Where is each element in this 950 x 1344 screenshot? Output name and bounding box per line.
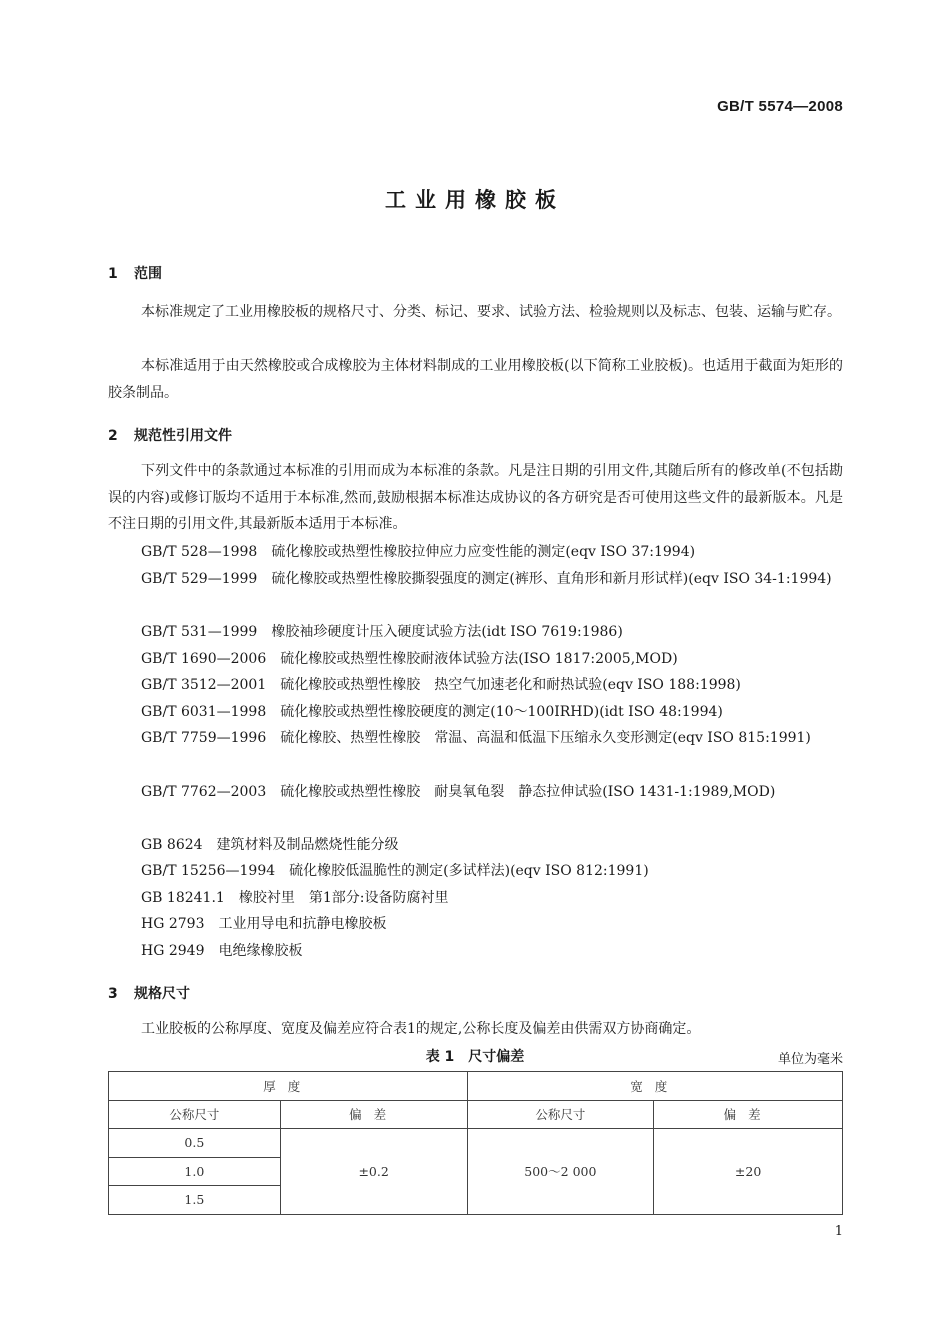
page-number: 1 xyxy=(834,1224,843,1239)
reference-item: GB/T 1690—2006 硫化橡胶或热塑性橡胶耐液体试验方法(ISO 1817:2005,MOD) xyxy=(141,651,678,667)
header-nominal-thickness: 公称尺寸 xyxy=(109,1100,281,1129)
document-title: 工业用橡胶板 xyxy=(385,188,565,212)
header-tolerance-width: 偏差 xyxy=(654,1100,843,1129)
width-tolerance-cell: ±20 xyxy=(654,1129,843,1215)
reference-item: GB/T 528—1998 硫化橡胶或热塑性橡胶拉伸应力应变性能的测定(eqv ISO 37:1994) xyxy=(141,544,696,560)
reference-item: GB 18241.1 橡胶衬里 第1部分:设备防腐衬里 xyxy=(141,890,449,906)
standard-code: GB/T 5574—2008 xyxy=(717,98,843,115)
thickness-cell: 1.5 xyxy=(109,1186,281,1215)
paragraph: 下列文件中的条款通过本标准的引用而成为本标准的条款。凡是注日期的引用文件,其随后所有的修改单(不包括勘误的内容)或修订版均不适用于本标准,然而,鼓励根据本标准达成协议的各方研究是否可使用这些文件的最新版本。凡是不注日期的引用文件,其最新版本适用于本标准。 xyxy=(108,463,843,532)
section-title: 规范性引用文件 xyxy=(134,428,232,444)
paragraph: 本标准规定了工业用橡胶板的规格尺寸、分类、标记、要求、试验方法、检验规则以及标志、包装、运输与贮存。 xyxy=(141,304,841,320)
section-1-heading xyxy=(108,263,162,283)
section-title: 规格尺寸 xyxy=(134,986,190,1002)
section-number: 2 xyxy=(108,428,118,444)
reference-item: GB/T 7759—1996 硫化橡胶、热塑性橡胶 常温、高温和低温下压缩永久变形测定(eqv ISO 815:1991) xyxy=(141,730,811,746)
thickness-cell: 0.5 xyxy=(109,1129,281,1158)
paragraph: 工业胶板的公称厚度、宽度及偏差应符合表1的规定,公称长度及偏差由供需双方协商确定。 xyxy=(141,1021,701,1037)
width-range-cell: 500～2 000 xyxy=(467,1129,654,1215)
section-title: 范围 xyxy=(134,266,162,282)
thickness-cell: 1.0 xyxy=(109,1157,281,1186)
header-width: 宽度 xyxy=(467,1072,843,1101)
reference-item: GB/T 7762—2003 硫化橡胶或热塑性橡胶 耐臭氧龟裂 静态拉伸试验(ISO 1431-1:1989,MOD) xyxy=(141,784,776,800)
reference-item: HG 2949 电绝缘橡胶板 xyxy=(141,943,303,959)
reference-item: HG 2793 工业用导电和抗静电橡胶板 xyxy=(141,916,387,932)
paragraph: 本标准适用于由天然橡胶或合成橡胶为主体材料制成的工业用橡胶板(以下简称工业胶板)。也适用于截面为矩形的胶条制品。 xyxy=(108,358,843,401)
reference-item: GB 8624 建筑材料及制品燃烧性能分级 xyxy=(141,837,399,853)
table-caption: 表 1 尺寸偏差 xyxy=(425,1049,525,1065)
section-number: 1 xyxy=(108,266,118,282)
section-number: 3 xyxy=(108,986,118,1002)
table-subheader-row xyxy=(109,1100,843,1129)
table-row xyxy=(109,1129,843,1158)
dimension-tolerance-table xyxy=(108,1071,843,1215)
thickness-tolerance-cell: ±0.2 xyxy=(280,1129,467,1215)
reference-item: GB/T 531—1999 橡胶袖珍硬度计压入硬度试验方法(idt ISO 7619:1986) xyxy=(141,624,623,640)
reference-item: GB/T 3512—2001 硫化橡胶或热塑性橡胶 热空气加速老化和耐热试验(eqv ISO 188:1998) xyxy=(141,677,741,693)
header-thickness: 厚度 xyxy=(109,1072,468,1101)
section-2-heading xyxy=(108,425,232,445)
header-nominal-width: 公称尺寸 xyxy=(467,1100,654,1129)
reference-item: GB/T 529—1999 硫化橡胶或热塑性橡胶撕裂强度的测定(裤形、直角形和新月形试样)(eqv ISO 34-1:1994) xyxy=(141,571,832,587)
reference-item: GB/T 6031—1998 硫化橡胶或热塑性橡胶硬度的测定(10～100IRHD)(idt ISO 48:1994) xyxy=(141,704,723,720)
table-unit: 单位为毫米 xyxy=(777,1052,843,1067)
table-header-row xyxy=(109,1072,843,1101)
section-3-heading xyxy=(108,983,190,1003)
reference-item: GB/T 15256—1994 硫化橡胶低温脆性的测定(多试样法)(eqv ISO 812:1991) xyxy=(141,863,649,879)
header-tolerance-thickness: 偏差 xyxy=(280,1100,467,1129)
